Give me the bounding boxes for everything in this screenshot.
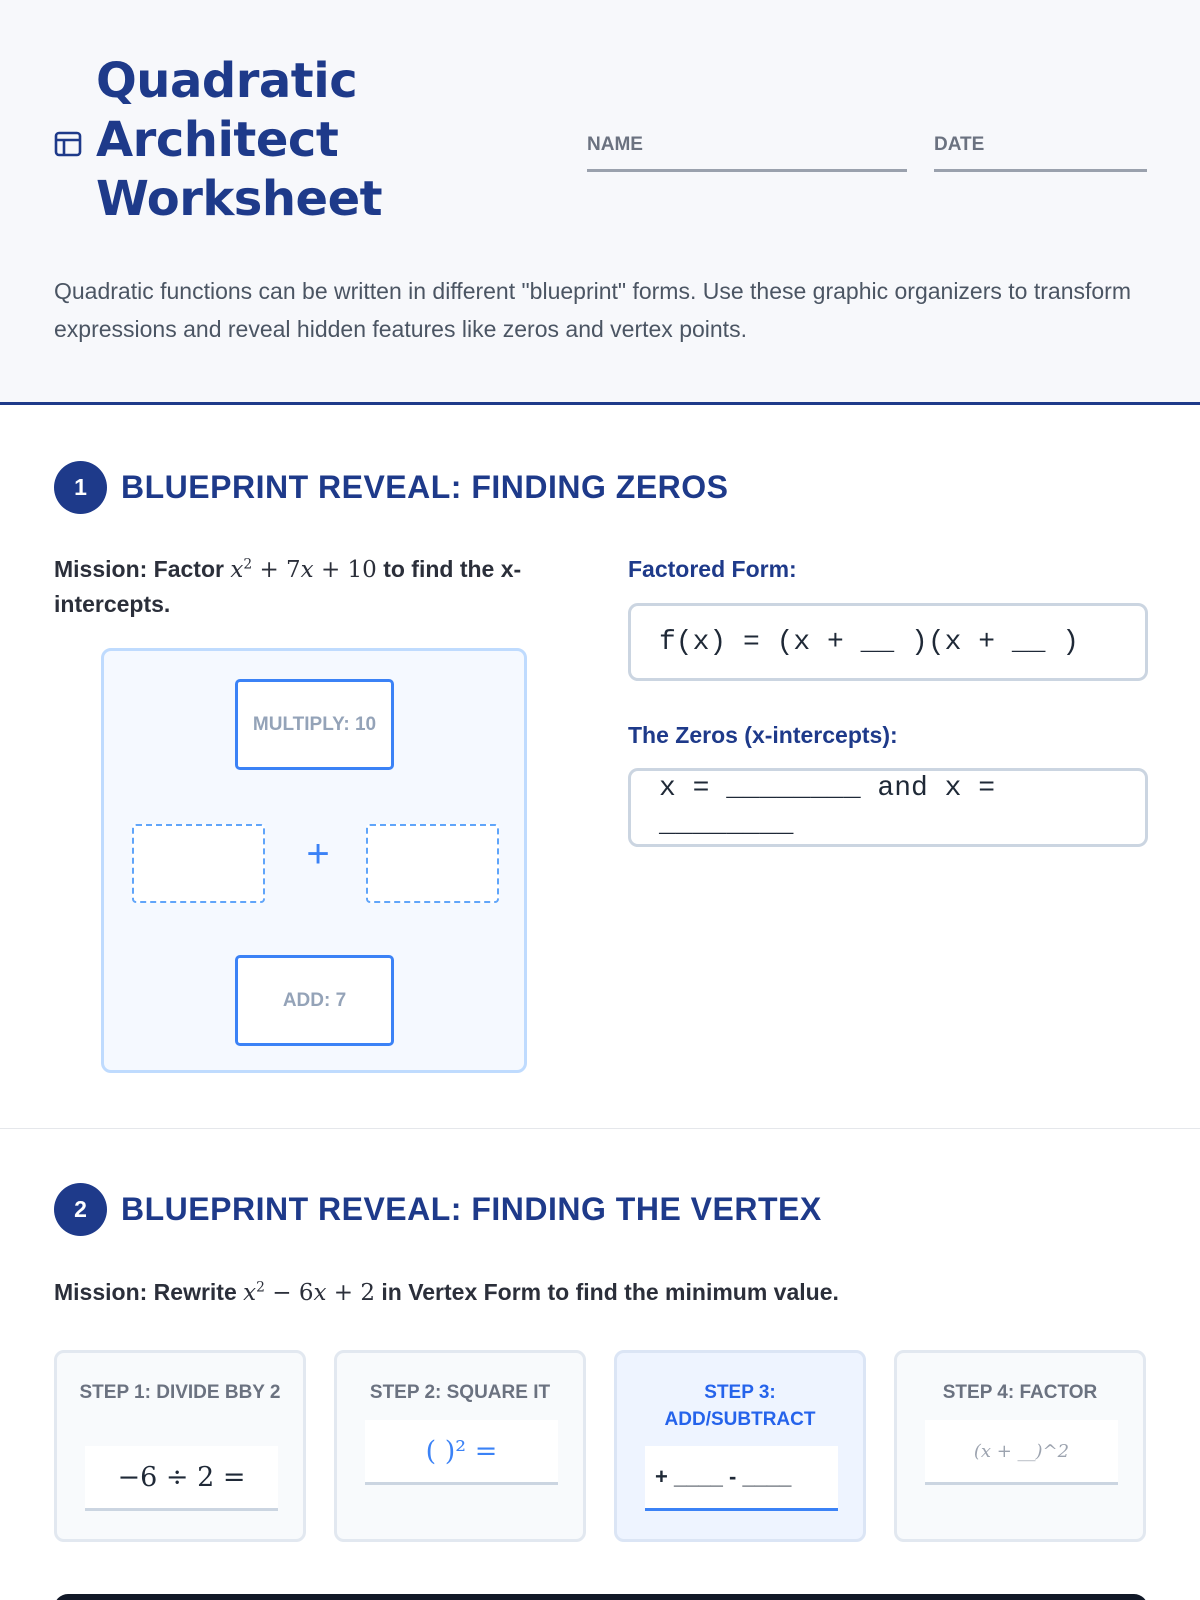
section-number-badge: 1 <box>54 461 107 514</box>
step-card-factor <box>894 1350 1146 1542</box>
add-box: ADD: 7 <box>235 955 394 1046</box>
factored-form-label: Factored Form: <box>628 556 797 582</box>
mission-suffix: in Vertex Form to find the minimum value. <box>381 1279 839 1305</box>
step-work-field[interactable]: + ____ - ____ <box>645 1446 838 1511</box>
next-section-bar <box>54 1594 1148 1600</box>
step-title: STEP 4: FACTOR <box>942 1382 1098 1403</box>
mission-text <box>54 552 554 621</box>
mission-text <box>54 1275 1154 1310</box>
step-work-field[interactable]: −6 ÷ 2 = <box>85 1446 278 1511</box>
factored-form-field[interactable]: f(x) = (x + __ )(x + __ ) <box>628 603 1148 681</box>
date-field[interactable] <box>934 130 1147 172</box>
section-number-badge: 2 <box>54 1183 107 1236</box>
page-title: Quadratic Architect Worksheet <box>96 53 383 227</box>
factor-diamond-organizer <box>101 648 527 1073</box>
step-work-field[interactable]: ( )² = <box>365 1420 558 1485</box>
worksheet-header <box>0 0 1200 405</box>
name-label: NAME <box>587 134 643 155</box>
expression: $x^2 - 6x + 2$ <box>243 1279 375 1306</box>
name-field[interactable] <box>587 130 907 172</box>
mission-prefix: Mission: Rewrite <box>54 1279 237 1305</box>
layout-icon <box>54 130 82 158</box>
step-card-divide <box>54 1350 306 1542</box>
step-work-field[interactable]: (x + __)^2 <box>925 1420 1118 1485</box>
intro-text: Quadratic functions can be written in different "blueprint" forms. Use these graphic organizers to transform expressions and reveal hidden features like zeros and vertex points. <box>54 278 1131 342</box>
step-card-square <box>334 1350 586 1542</box>
mission-suffix: to find the x-intercepts. <box>54 556 522 617</box>
section-title: BLUEPRINT REVEAL: FINDING ZEROS <box>121 469 729 505</box>
zeros-label: The Zeros (x-intercepts): <box>628 722 898 748</box>
zeros-field[interactable]: x = ________ and x = ________ <box>628 768 1148 847</box>
date-label: DATE <box>934 134 985 155</box>
title-block <box>54 52 426 229</box>
step-title: STEP 2: SQUARE IT <box>369 1382 551 1403</box>
step-title: STEP 3: ADD/SUBTRACT <box>664 1382 816 1430</box>
mission-prefix: Mission: Factor <box>54 556 224 582</box>
factor-input-left[interactable] <box>132 824 265 903</box>
step-title: STEP 1: DIVIDE BBY 2 <box>79 1382 281 1403</box>
expression: $x^2 + 7x + 10$ <box>230 556 377 583</box>
multiply-box: MULTIPLY: 10 <box>235 679 394 770</box>
section-title: BLUEPRINT REVEAL: FINDING THE VERTEX <box>121 1191 822 1227</box>
section-1-heading <box>54 461 729 514</box>
section-divider <box>0 1128 1200 1129</box>
plus-sign: + <box>306 832 330 876</box>
step-card-add-subtract <box>614 1350 866 1542</box>
section-2-heading <box>54 1183 822 1236</box>
factor-input-right[interactable] <box>366 824 499 903</box>
